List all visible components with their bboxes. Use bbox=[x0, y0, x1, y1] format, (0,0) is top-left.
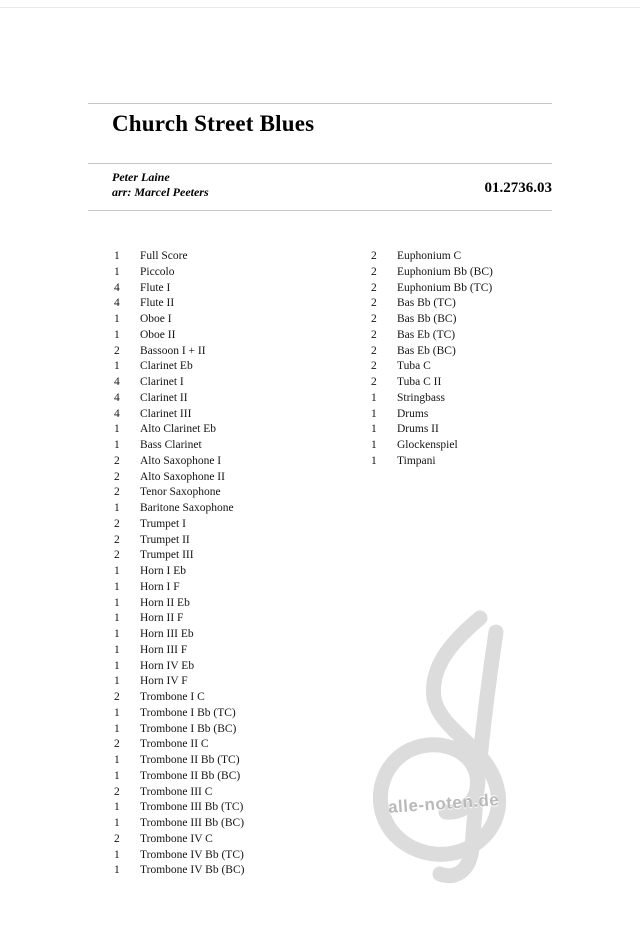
instrument-name: Baritone Saxophone bbox=[140, 502, 234, 514]
instrument-row bbox=[114, 438, 244, 454]
instrument-row bbox=[371, 454, 493, 470]
instrument-qty: 2 bbox=[114, 832, 120, 845]
divider-under-title bbox=[88, 163, 552, 164]
instrument-row bbox=[371, 391, 493, 407]
watermark-text: alle-noten.de bbox=[387, 790, 500, 817]
instrument-name: Trombone IV Bb (TC) bbox=[140, 848, 244, 861]
instrument-qty: 1 bbox=[114, 628, 120, 640]
instrument-name: Trombone II Bb (BC) bbox=[140, 769, 241, 782]
instrument-qty: 1 bbox=[114, 675, 120, 688]
instrument-row bbox=[371, 359, 493, 375]
instrument-name: Horn I F bbox=[140, 580, 180, 593]
instrument-row bbox=[114, 517, 244, 533]
instrument-name: Horn II F bbox=[140, 612, 184, 625]
instrument-name: Piccolo bbox=[140, 265, 175, 278]
instrument-name: Alto Clarinet Eb bbox=[140, 423, 217, 436]
instrument-row bbox=[114, 470, 244, 486]
instrument-row bbox=[114, 659, 244, 675]
instrument-name: Alto Saxophone I bbox=[140, 454, 222, 467]
instrument-qty: 1 bbox=[114, 722, 120, 735]
instrument-name: Horn IV F bbox=[140, 675, 188, 688]
instrument-row bbox=[114, 359, 244, 375]
instrument-qty: 2 bbox=[371, 344, 377, 357]
instrument-name: Trombone IV Bb (BC) bbox=[140, 864, 245, 877]
instrument-qty: 1 bbox=[114, 754, 120, 766]
instrument-row bbox=[114, 627, 244, 643]
instrument-name: Clarinet I bbox=[140, 376, 184, 388]
instrument-name: Euphonium Bb (BC) bbox=[397, 265, 493, 278]
instrument-name: Bassoon I + II bbox=[140, 344, 206, 357]
instrument-qty: 2 bbox=[371, 265, 377, 278]
instrument-row bbox=[114, 564, 244, 580]
instrument-qty: 1 bbox=[114, 565, 120, 577]
instrument-row bbox=[114, 816, 244, 832]
treble-clef-icon bbox=[330, 598, 560, 898]
instrument-name: Trumpet II bbox=[140, 533, 190, 546]
composer-name: Peter Laine bbox=[112, 170, 170, 184]
instrument-name: Glockenspiel bbox=[397, 439, 458, 451]
instrument-name: Bas Eb (TC) bbox=[397, 328, 456, 341]
instrument-qty: 2 bbox=[114, 533, 120, 546]
instrument-row bbox=[371, 249, 493, 265]
instrument-name: Trombone IV C bbox=[140, 832, 213, 845]
instrument-qty: 2 bbox=[114, 344, 120, 357]
instrument-name: Horn I Eb bbox=[140, 565, 186, 577]
instrument-name: Oboe II bbox=[140, 328, 176, 341]
instrument-qty: 2 bbox=[114, 517, 120, 530]
instrument-row bbox=[114, 533, 244, 549]
instrument-qty: 2 bbox=[371, 281, 377, 294]
instrument-row bbox=[371, 375, 493, 391]
instrument-qty: 2 bbox=[114, 785, 120, 798]
instrument-name: Flute I bbox=[140, 281, 171, 294]
instrument-name: Tuba C bbox=[397, 360, 431, 373]
instrument-name: Tuba C II bbox=[397, 376, 442, 388]
instrument-qty: 1 bbox=[114, 848, 120, 861]
instrument-row bbox=[114, 832, 244, 848]
instrument-name: Tenor Saxophone bbox=[140, 486, 221, 499]
instrument-qty: 1 bbox=[371, 454, 377, 467]
instrument-name: Euphonium C bbox=[397, 250, 462, 262]
instrument-qty: 1 bbox=[114, 250, 120, 262]
instrument-row bbox=[114, 548, 244, 564]
instrument-name: Trombone III C bbox=[140, 785, 213, 798]
instrument-qty: 2 bbox=[114, 549, 120, 562]
instrument-qty: 2 bbox=[371, 250, 377, 262]
instrument-row bbox=[114, 485, 244, 501]
instrument-name: Alto Saxophone II bbox=[140, 470, 225, 483]
instrument-row bbox=[114, 643, 244, 659]
instrument-row bbox=[371, 296, 493, 312]
instrument-qty: 1 bbox=[371, 391, 377, 404]
divider-under-credits bbox=[88, 210, 552, 211]
catalog-number: 01.2736.03 bbox=[484, 180, 552, 196]
instrument-name: Oboe I bbox=[140, 313, 172, 325]
instrument-row bbox=[114, 344, 244, 360]
instrument-row bbox=[114, 375, 244, 391]
instrument-qty: 2 bbox=[114, 738, 120, 751]
instrument-name: Trombone III Bb (BC) bbox=[140, 817, 245, 829]
instrument-qty: 4 bbox=[114, 297, 120, 310]
instrument-qty: 1 bbox=[371, 439, 377, 451]
instrument-qty: 1 bbox=[371, 423, 377, 436]
instrument-name: Full Score bbox=[140, 250, 188, 262]
instrument-name: Trumpet III bbox=[140, 549, 194, 562]
instrument-qty: 1 bbox=[114, 659, 120, 672]
instrument-qty: 2 bbox=[114, 470, 120, 483]
instrument-name: Bass Clarinet bbox=[140, 439, 202, 451]
instrument-qty: 1 bbox=[114, 580, 120, 593]
instrument-row bbox=[114, 863, 244, 879]
instrument-name: Flute II bbox=[140, 297, 175, 310]
instrument-row bbox=[114, 722, 244, 738]
instrument-name: Trumpet I bbox=[140, 517, 186, 530]
instrument-row bbox=[114, 737, 244, 753]
instrument-row bbox=[114, 454, 244, 470]
instrument-row bbox=[114, 769, 244, 785]
instrument-qty: 1 bbox=[114, 439, 120, 451]
instrument-row bbox=[371, 344, 493, 360]
instrument-row bbox=[114, 249, 244, 265]
instrument-qty: 1 bbox=[371, 407, 377, 420]
instrument-row bbox=[371, 312, 493, 328]
divider-top bbox=[88, 103, 552, 104]
instrument-qty: 1 bbox=[114, 423, 120, 436]
instrument-row bbox=[114, 312, 244, 328]
instrument-row bbox=[114, 422, 244, 438]
instrument-row bbox=[371, 407, 493, 423]
arranger-name: arr: Marcel Peeters bbox=[112, 184, 209, 199]
scan-edge-line bbox=[0, 7, 640, 8]
instrument-qty: 2 bbox=[114, 691, 120, 703]
instrument-name: Horn II Eb bbox=[140, 596, 190, 609]
instrument-row bbox=[114, 706, 244, 722]
instrument-qty: 4 bbox=[114, 376, 120, 388]
instrument-row bbox=[114, 391, 244, 407]
instrument-name: Trombone I C bbox=[140, 691, 205, 703]
instrument-qty: 2 bbox=[114, 454, 120, 467]
page-title: Church Street Blues bbox=[112, 111, 315, 136]
instrument-name: Bas Eb (BC) bbox=[397, 344, 456, 357]
instrument-qty: 1 bbox=[114, 864, 120, 877]
instrument-name: Drums bbox=[397, 407, 429, 420]
instrument-qty: 2 bbox=[371, 360, 377, 373]
instrument-row bbox=[114, 690, 244, 706]
instrument-name: Clarinet Eb bbox=[140, 360, 193, 373]
instrument-row bbox=[371, 328, 493, 344]
instrument-row bbox=[371, 281, 493, 297]
instrument-row bbox=[114, 848, 244, 864]
instrument-name: Horn IV Eb bbox=[140, 659, 195, 672]
instrument-list-left bbox=[114, 249, 244, 879]
instrument-row bbox=[371, 438, 493, 454]
instrument-row bbox=[114, 328, 244, 344]
instrument-name: Trombone II Bb (TC) bbox=[140, 754, 240, 766]
instrument-row bbox=[114, 753, 244, 769]
instrument-name: Trombone I Bb (TC) bbox=[140, 706, 236, 719]
instrument-name: Trombone I Bb (BC) bbox=[140, 722, 237, 735]
instrument-name: Horn III F bbox=[140, 643, 188, 656]
watermark bbox=[330, 598, 560, 898]
instrument-name: Timpani bbox=[397, 454, 436, 467]
instrument-qty: 1 bbox=[114, 313, 120, 325]
instrument-name: Stringbass bbox=[397, 391, 445, 404]
instrument-qty: 1 bbox=[114, 328, 120, 341]
instrument-list-right bbox=[371, 249, 493, 470]
instrument-row bbox=[114, 800, 244, 816]
instrument-name: Bas Bb (BC) bbox=[397, 313, 457, 325]
instrument-name: Trombone II C bbox=[140, 738, 209, 751]
instrument-name: Trombone III Bb (TC) bbox=[140, 801, 244, 814]
instrument-qty: 1 bbox=[114, 596, 120, 609]
instrument-name: Horn III Eb bbox=[140, 628, 194, 640]
instrument-qty: 2 bbox=[371, 313, 377, 325]
instrument-row bbox=[114, 674, 244, 690]
credits-block bbox=[112, 170, 209, 199]
instrument-row bbox=[371, 422, 493, 438]
instrument-qty: 4 bbox=[114, 407, 120, 420]
instrument-row bbox=[114, 611, 244, 627]
instrument-row bbox=[371, 265, 493, 281]
instrument-row bbox=[114, 265, 244, 281]
instrument-name: Bas Bb (TC) bbox=[397, 297, 456, 310]
instrument-row bbox=[114, 296, 244, 312]
instrument-qty: 1 bbox=[114, 265, 120, 278]
instrument-row bbox=[114, 281, 244, 297]
instrument-qty: 2 bbox=[371, 328, 377, 341]
instrument-qty: 1 bbox=[114, 502, 120, 514]
instrument-name: Euphonium Bb (TC) bbox=[397, 281, 493, 294]
instrument-qty: 1 bbox=[114, 801, 120, 814]
instrument-qty: 1 bbox=[114, 706, 120, 719]
instrument-qty: 1 bbox=[114, 817, 120, 829]
instrument-name: Drums II bbox=[397, 423, 439, 436]
instrument-qty: 4 bbox=[114, 281, 120, 294]
instrument-row bbox=[114, 596, 244, 612]
instrument-row bbox=[114, 580, 244, 596]
instrument-name: Clarinet II bbox=[140, 391, 188, 404]
instrument-qty: 2 bbox=[114, 486, 120, 499]
instrument-qty: 2 bbox=[371, 297, 377, 310]
instrument-qty: 1 bbox=[114, 643, 120, 656]
instrument-qty: 1 bbox=[114, 612, 120, 625]
instrument-name: Clarinet III bbox=[140, 407, 192, 420]
instrument-row bbox=[114, 501, 244, 517]
instrument-row bbox=[114, 407, 244, 423]
instrument-qty: 2 bbox=[371, 376, 377, 388]
instrument-row bbox=[114, 785, 244, 801]
instrument-qty: 1 bbox=[114, 769, 120, 782]
instrument-qty: 1 bbox=[114, 360, 120, 373]
instrument-qty: 4 bbox=[114, 391, 120, 404]
